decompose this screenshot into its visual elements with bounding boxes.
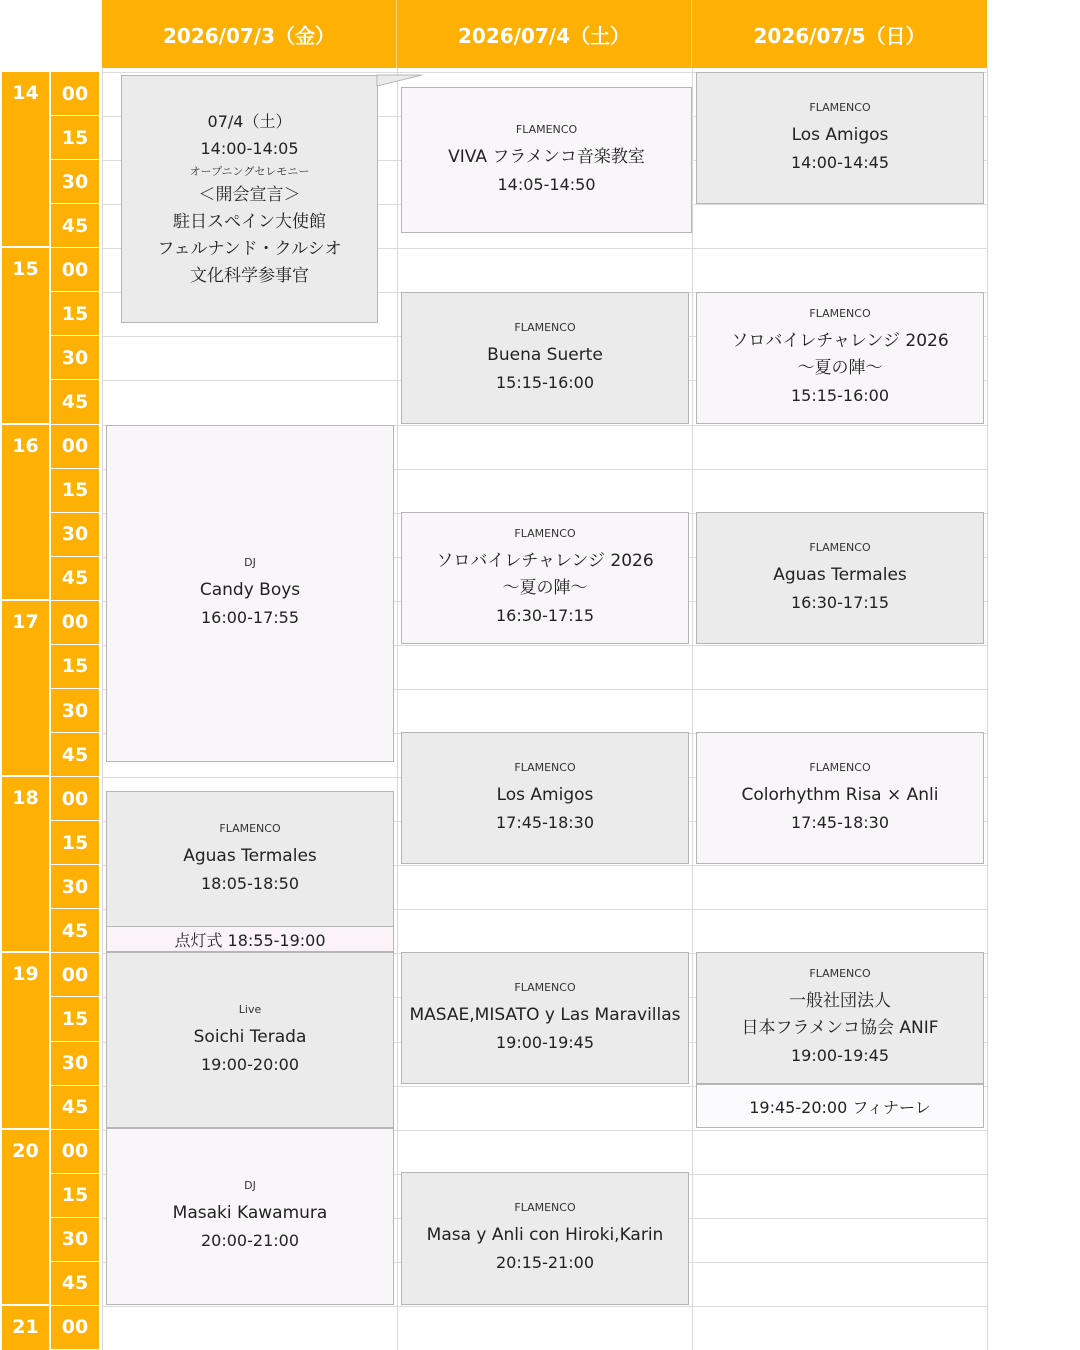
event-category: DJ	[244, 556, 256, 569]
event-category: DJ	[244, 1179, 256, 1192]
event-line: 文化科学参事官	[190, 266, 309, 286]
event-soichi-terada[interactable]	[106, 952, 394, 1128]
minute-label: 45	[51, 1086, 99, 1130]
event-category: FLAMENCO	[809, 540, 871, 554]
event-los-amigos-sat[interactable]	[401, 732, 689, 864]
event-title: MASAE,MISATO y Las Maravillas	[409, 1004, 681, 1025]
event-category: FLAMENCO	[809, 760, 871, 774]
event-category: FLAMENCO	[219, 821, 281, 835]
event-masae-misato[interactable]	[401, 952, 689, 1084]
hour-label: 21	[2, 1306, 49, 1350]
event-title: ソロバイレチャレンジ 2026	[436, 551, 654, 571]
minute-label: 30	[51, 1218, 99, 1262]
minute-label: 00	[51, 601, 99, 645]
event-category: FLAMENCO	[514, 980, 576, 994]
event-time: 20:15-21:00	[496, 1253, 594, 1272]
event-time: 17:45-18:30	[791, 812, 889, 832]
event-category: FLAMENCO	[514, 1201, 576, 1214]
minute-label: 15	[51, 1174, 99, 1218]
event-viva-flamenco[interactable]	[401, 87, 692, 233]
event-solo-baile-sat[interactable]	[401, 512, 689, 644]
minute-label: 45	[51, 733, 99, 777]
event-time: 16:00-17:55	[201, 608, 299, 627]
minute-label: 30	[51, 865, 99, 909]
event-title: Candy Boys	[199, 580, 301, 600]
grid-column-line	[987, 68, 988, 1350]
day-header-sat: 2026/07/4（土）	[397, 0, 692, 68]
hour-label: 19	[2, 953, 49, 1127]
event-time: 15:15-16:00	[496, 372, 594, 392]
hour-label: 17	[2, 601, 49, 775]
event-title: Masaki Kawamura	[172, 1203, 328, 1223]
minute-label: 00	[51, 425, 99, 469]
hour-label: 20	[2, 1130, 49, 1304]
event-buena-suerte[interactable]	[401, 292, 689, 424]
event-time: 16:30-17:15	[496, 606, 594, 625]
minute-label: 00	[51, 1130, 99, 1174]
minute-label: 30	[51, 513, 99, 557]
hour-label: 16	[2, 425, 49, 599]
grid-column-line	[102, 68, 103, 1350]
minute-label: 00	[51, 953, 99, 997]
event-finale[interactable]: 19:45-20:00 フィナーレ	[696, 1084, 984, 1128]
minute-label: 45	[51, 909, 99, 953]
event-category: FLAMENCO	[809, 100, 871, 114]
event-title-line2: 〜夏の陣〜	[502, 578, 588, 598]
event-time: 19:00-20:00	[201, 1054, 299, 1074]
minute-label: 30	[51, 336, 99, 380]
event-title: Aguas Termales	[773, 564, 907, 585]
event-time: 15:15-16:00	[791, 386, 889, 405]
hour-label: 18	[2, 777, 49, 951]
event-opening-ceremony[interactable]	[121, 75, 378, 323]
day-header-sun: 2026/07/5（日）	[692, 0, 987, 68]
event-los-amigos-sun[interactable]	[696, 72, 984, 204]
minute-label: 45	[51, 1262, 99, 1306]
event-time: 14:05-14:50	[497, 174, 596, 194]
event-title: Masa y Anli con Hiroki,Karin	[426, 1225, 664, 1245]
minute-label: 30	[51, 160, 99, 204]
event-title: Los Amigos	[791, 124, 889, 145]
event-title: ソロバイレチャレンジ 2026	[731, 331, 949, 351]
event-time: 20:00-21:00	[201, 1231, 299, 1250]
event-time: 18:05-18:50	[201, 873, 299, 893]
event-title-line2: 〜夏の陣〜	[797, 358, 883, 378]
event-date: 07/4（土）	[207, 112, 292, 131]
event-category: Live	[238, 1002, 262, 1016]
event-solo-baile-sun[interactable]	[696, 292, 984, 424]
hour-label: 14	[2, 72, 49, 246]
grid-column-line	[692, 68, 693, 1350]
event-subtitle: オープニングセレモニー	[189, 165, 310, 178]
minute-label: 00	[51, 1306, 99, 1350]
event-title: Buena Suerte	[487, 344, 603, 365]
minute-label: 00	[51, 777, 99, 821]
grid-column-line	[397, 68, 398, 1350]
event-time: 14:00-14:45	[791, 152, 889, 172]
minute-label: 00	[51, 248, 99, 292]
minute-label: 15	[51, 116, 99, 160]
event-title: Los Amigos	[496, 784, 594, 805]
minute-label: 15	[51, 645, 99, 689]
event-title: VIVA フラメンコ音楽教室	[448, 146, 645, 167]
event-title: Colorhythm Risa × Anli	[741, 784, 939, 805]
event-candy-boys[interactable]	[106, 425, 394, 762]
event-time: 14:00-14:05	[200, 139, 299, 158]
event-line: 駐日スペイン大使館	[173, 212, 326, 232]
minute-label: 30	[51, 1042, 99, 1086]
event-category: FLAMENCO	[514, 760, 576, 774]
minute-label: 15	[51, 997, 99, 1041]
minute-label: 00	[51, 72, 99, 116]
event-masa-y-anli[interactable]	[401, 1172, 689, 1305]
event-title: Aguas Termales	[183, 845, 317, 866]
event-time: 19:00-19:45	[791, 1046, 889, 1065]
event-category: FLAMENCO	[514, 320, 576, 334]
event-anif[interactable]	[696, 952, 984, 1084]
event-lighting-ceremony[interactable]: 点灯式 18:55-19:00	[106, 926, 394, 952]
event-aguas-termales-fri[interactable]	[106, 791, 394, 927]
minute-label: 45	[51, 557, 99, 601]
minute-label: 30	[51, 689, 99, 733]
event-time: 17:45-18:30	[496, 812, 594, 832]
event-title-line2: 日本フラメンコ協会 ANIF	[741, 1018, 939, 1038]
event-title: 一般社団法人	[789, 991, 891, 1011]
minute-label: 45	[51, 380, 99, 424]
event-time: 16:30-17:15	[791, 592, 889, 612]
event-title: Soichi Terada	[193, 1026, 307, 1047]
event-colorhythm[interactable]	[696, 732, 984, 864]
event-category: FLAMENCO	[515, 122, 578, 136]
event-category: FLAMENCO	[809, 307, 871, 320]
hour-label: 15	[2, 248, 49, 422]
event-line: フェルナンド・クルシオ	[157, 239, 342, 259]
event-category: FLAMENCO	[809, 967, 871, 980]
grid-row-line	[102, 1306, 988, 1307]
minute-label: 15	[51, 821, 99, 865]
event-line: ＜開会宣言＞	[198, 185, 301, 205]
minute-label: 15	[51, 292, 99, 336]
event-aguas-termales-sun[interactable]	[696, 512, 984, 644]
minute-label: 45	[51, 204, 99, 248]
event-time: 19:00-19:45	[496, 1032, 594, 1052]
event-category: FLAMENCO	[514, 527, 576, 540]
event-masaki-kawamura[interactable]	[106, 1128, 394, 1305]
minute-label: 15	[51, 469, 99, 513]
day-header-fri: 2026/07/3（金）	[102, 0, 397, 68]
